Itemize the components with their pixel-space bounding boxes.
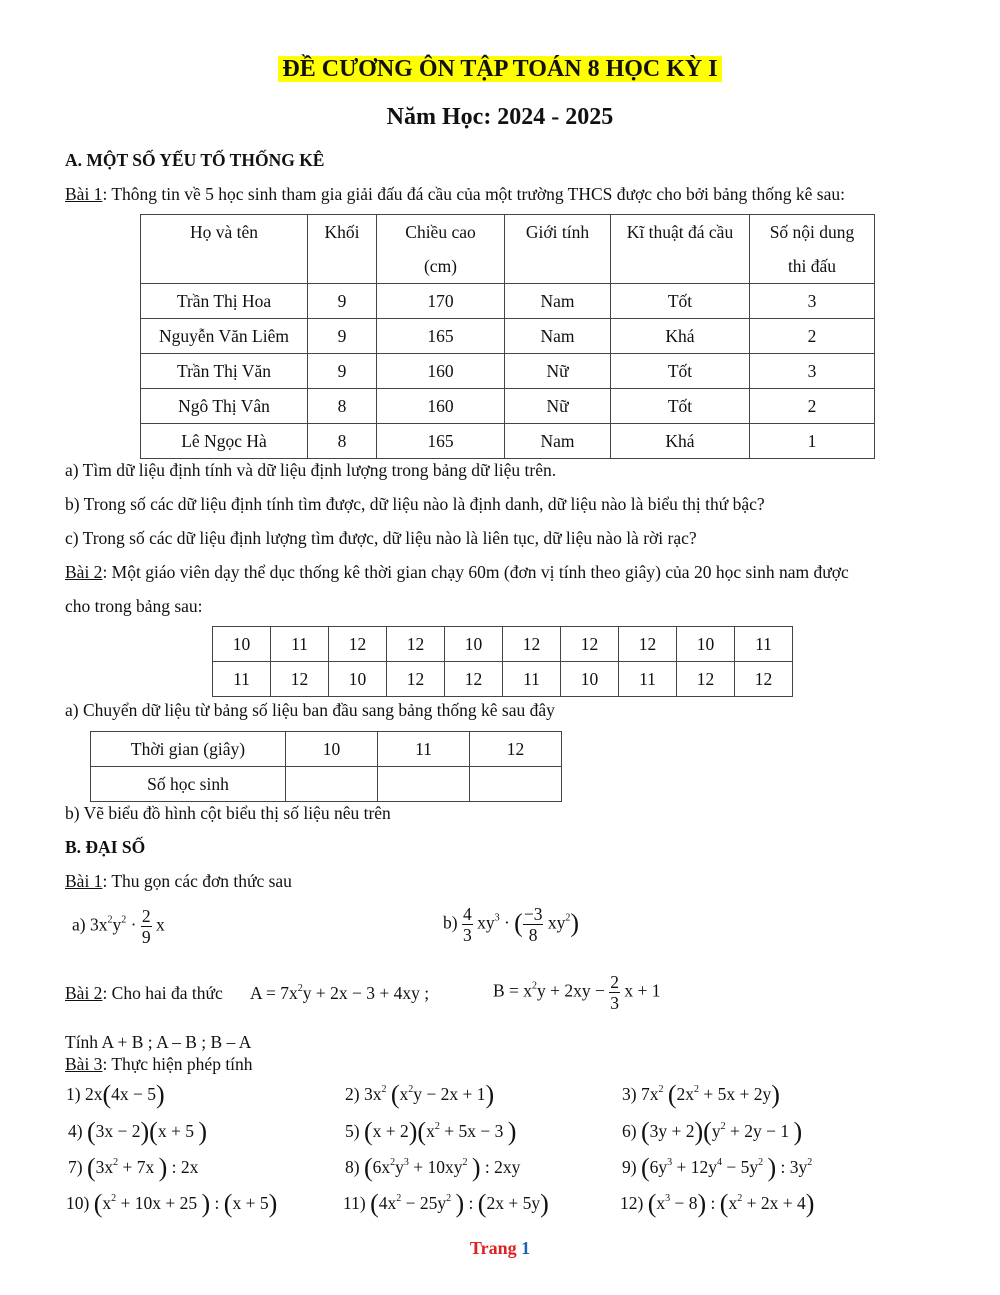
table-cell: 10 <box>286 732 378 767</box>
expression-1b: b) $\frac{4}{3}$ $xy^3$ · ( $\frac{-3}{8}$ $xy^2$) <box>443 904 579 945</box>
table-cell: 11 <box>271 627 329 662</box>
table-cell: 12 <box>445 662 503 697</box>
expression-3-12: 12) $(x^3 - 8)$ : $(x^2 + 2x + 4)$ <box>620 1189 815 1218</box>
table-cell: Trần Thị Văn <box>141 354 308 389</box>
table-cell: 12 <box>619 627 677 662</box>
table-cell: 170 <box>377 284 505 319</box>
b-bai1-label: Bài 1 <box>65 871 103 891</box>
b-bai3-line <box>65 1054 253 1075</box>
b-bai1-line <box>65 871 292 892</box>
a-bai1-label: Bài 1 <box>65 184 103 204</box>
a-bai2-line2: cho trong bảng sau: <box>65 596 203 616</box>
table-cell: Lê Ngọc Hà <box>141 424 308 459</box>
b-bai2-line <box>65 983 223 1004</box>
table-row <box>141 389 875 424</box>
header-cell <box>377 215 505 284</box>
table-cell: 12 <box>271 662 329 697</box>
table-cell: 8 <box>308 424 377 459</box>
table-cell: Thời gian (giây) <box>91 732 286 767</box>
table-cell: 165 <box>377 424 505 459</box>
table-cell: 3 <box>750 284 875 319</box>
a-bai2-line <box>65 562 849 583</box>
table-cell: 160 <box>377 354 505 389</box>
table-cell: 11 <box>213 662 271 697</box>
empty-cell <box>286 767 378 802</box>
table-cell: 10 <box>213 627 271 662</box>
school-year: Năm Học: 2024 - 2025 <box>386 104 614 130</box>
table-cell: Nữ <box>505 354 611 389</box>
table-cell: Nam <box>505 319 611 354</box>
table-cell: Nam <box>505 424 611 459</box>
table-cell: Khá <box>611 319 750 354</box>
table-row <box>141 319 875 354</box>
header-cell: Khối <box>308 215 377 284</box>
a-bai1-question-c: c) Trong số các dữ liệu định lượng tìm được, dữ liệu nào là liên tục, dữ liệu nào là rời rạc? <box>65 528 697 548</box>
page-number: 1 <box>521 1238 531 1258</box>
polynomial-b: $B = x^2y + 2xy$ − $\frac{2}{3}$ x + 1 <box>493 972 661 1013</box>
table-cell: 12 <box>470 732 562 767</box>
table-cell: 1 <box>750 424 875 459</box>
table-cell: 12 <box>677 662 735 697</box>
expression-3-3: 3) $7x^2$ $(2x^2 + 5x + 2y)$ <box>622 1080 780 1109</box>
empty-cell <box>378 767 470 802</box>
empty-cell <box>470 767 562 802</box>
table-row <box>91 732 562 767</box>
table-cell: 165 <box>377 319 505 354</box>
table-row <box>141 354 875 389</box>
table-cell: 12 <box>387 662 445 697</box>
polynomial-a: $A = 7x^2y + 2x - 3 + 4xy$ ; <box>250 983 430 1003</box>
tinh-line: Tính A + B ; A – B ; B – A <box>65 1032 252 1052</box>
table-cell: 2 <box>750 389 875 424</box>
table-cell: Tốt <box>611 354 750 389</box>
b-bai2-label: Bài 2 <box>65 983 103 1003</box>
table-cell: 11 <box>503 662 561 697</box>
document-title <box>0 56 1000 83</box>
run-times-table <box>212 626 793 697</box>
table-cell: 160 <box>377 389 505 424</box>
table-cell: 9 <box>308 354 377 389</box>
a-bai1-question-b: b) Trong số các dữ liệu định tính tìm được, dữ liệu nào là định danh, dữ liệu nào là biểu thị thứ bậc? <box>65 494 765 514</box>
b-bai3-label: Bài 3 <box>65 1054 103 1074</box>
table-cell: 12 <box>329 627 387 662</box>
table-row <box>213 627 793 662</box>
expression-3-9: 9) ($6y^3 + 12y^4 - 5y^2$ ) : $3y^2$ <box>622 1153 813 1182</box>
header-cell: Kĩ thuật đá cầu <box>611 215 750 284</box>
table-cell: 12 <box>503 627 561 662</box>
table-cell: 11 <box>619 662 677 697</box>
table-cell: 10 <box>561 662 619 697</box>
b-bai2-text: : Cho hai đa thức <box>102 983 223 1003</box>
table-cell: 8 <box>308 389 377 424</box>
table-cell: 12 <box>387 627 445 662</box>
header-cell: Giới tính <box>505 215 611 284</box>
b-bai1-text: : Thu gọn các đơn thức sau <box>102 871 292 891</box>
table-cell: 2 <box>750 319 875 354</box>
a-bai1-text: : Thông tin về 5 học sinh tham gia giải đấu đá cầu của một trường THCS được cho bởi bảng thống kê sau: <box>102 184 845 204</box>
a-bai2-question-a: a) Chuyển dữ liệu từ bảng số liệu ban đầu sang bảng thống kê sau đây <box>65 700 555 720</box>
expression-3-10: 10) ($x^2 + 10x + 25$ ) : (x + 5) <box>66 1189 278 1218</box>
expression-3-5: 5) $(x + 2)(x^2 + 5x - 3$ ) <box>345 1117 517 1146</box>
title-text: ĐỀ CƯƠNG ÔN TẬP TOÁN 8 HỌC KỲ I <box>278 56 721 82</box>
table-cell: Nữ <box>505 389 611 424</box>
table-cell: 10 <box>677 627 735 662</box>
expression-3-2: 2) $3x^2$ $(x^2y - 2x + 1)$ <box>345 1080 495 1109</box>
a-bai2-label: Bài 2 <box>65 562 103 582</box>
table-cell: Tốt <box>611 389 750 424</box>
footer-word: Trang <box>469 1238 517 1258</box>
expression-3-1: 1) 2x(4x − 5) <box>66 1080 165 1109</box>
table-cell: Nguyễn Văn Liêm <box>141 319 308 354</box>
expression-3-8: 8) ($6x^2y^3 + 10xy^2$ ) : 2xy <box>345 1153 521 1182</box>
header-line: Số nội dung <box>769 222 855 242</box>
table-row <box>141 284 875 319</box>
frequency-table <box>90 731 562 802</box>
table-cell: 9 <box>308 284 377 319</box>
table-cell: 10 <box>329 662 387 697</box>
a-bai1-question-a: a) Tìm dữ liệu định tính và dữ liệu định lượng trong bảng dữ liệu trên. <box>65 460 557 480</box>
table-row <box>91 767 562 802</box>
b-bai3-text: : Thực hiện phép tính <box>102 1054 253 1074</box>
page-footer <box>0 1238 1000 1259</box>
expression-3-11: 11) ($4x^2 - 25y^2$ ) : (2x + 5y) <box>343 1189 549 1218</box>
table-cell: 3 <box>750 354 875 389</box>
table-header-row <box>141 215 875 284</box>
table-cell: 11 <box>378 732 470 767</box>
table-row <box>213 662 793 697</box>
header-cell <box>750 215 875 284</box>
header-line: thi đấu <box>787 256 837 276</box>
table-cell: 12 <box>735 662 793 697</box>
table-cell: 12 <box>561 627 619 662</box>
expression-3-7: 7) ($3x^2 + 7x$ ) : 2x <box>68 1153 199 1182</box>
table-cell: Ngô Thị Vân <box>141 389 308 424</box>
table-cell: Khá <box>611 424 750 459</box>
a-bai2-question-b: b) Vẽ biểu đồ hình cột biểu thị số liệu nêu trên <box>65 803 391 823</box>
table-cell: 11 <box>735 627 793 662</box>
table-cell: Tốt <box>611 284 750 319</box>
header-line: (cm) <box>423 256 458 276</box>
section-b-heading: B. ĐẠI SỐ <box>65 837 146 857</box>
header-cell: Họ và tên <box>141 215 308 284</box>
table-cell: Nam <box>505 284 611 319</box>
table-row <box>141 424 875 459</box>
section-a-heading: A. MỘT SỐ YẾU TỐ THỐNG KÊ <box>65 150 325 170</box>
header-line: Chiều cao <box>405 222 476 242</box>
table-cell: Số học sinh <box>91 767 286 802</box>
table-cell: 10 <box>445 627 503 662</box>
student-info-table <box>140 214 875 459</box>
expression-3-6: 6) $(3y + 2)(y^2 + 2y - 1$ ) <box>622 1117 803 1146</box>
expression-1a: a) $3x^2y^2$ · $\frac{2}{9}$ x <box>72 906 165 947</box>
table-cell: 9 <box>308 319 377 354</box>
a-bai2-text: : Một giáo viên dạy thể dục thống kê thời gian chạy 60m (đơn vị tính theo giây) của 20 học sinh nam được <box>102 562 849 582</box>
expression-3-4: 4) (3x − 2)(x + 5 ) <box>68 1117 207 1146</box>
table-cell: Trần Thị Hoa <box>141 284 308 319</box>
a-bai1-line <box>65 184 845 205</box>
